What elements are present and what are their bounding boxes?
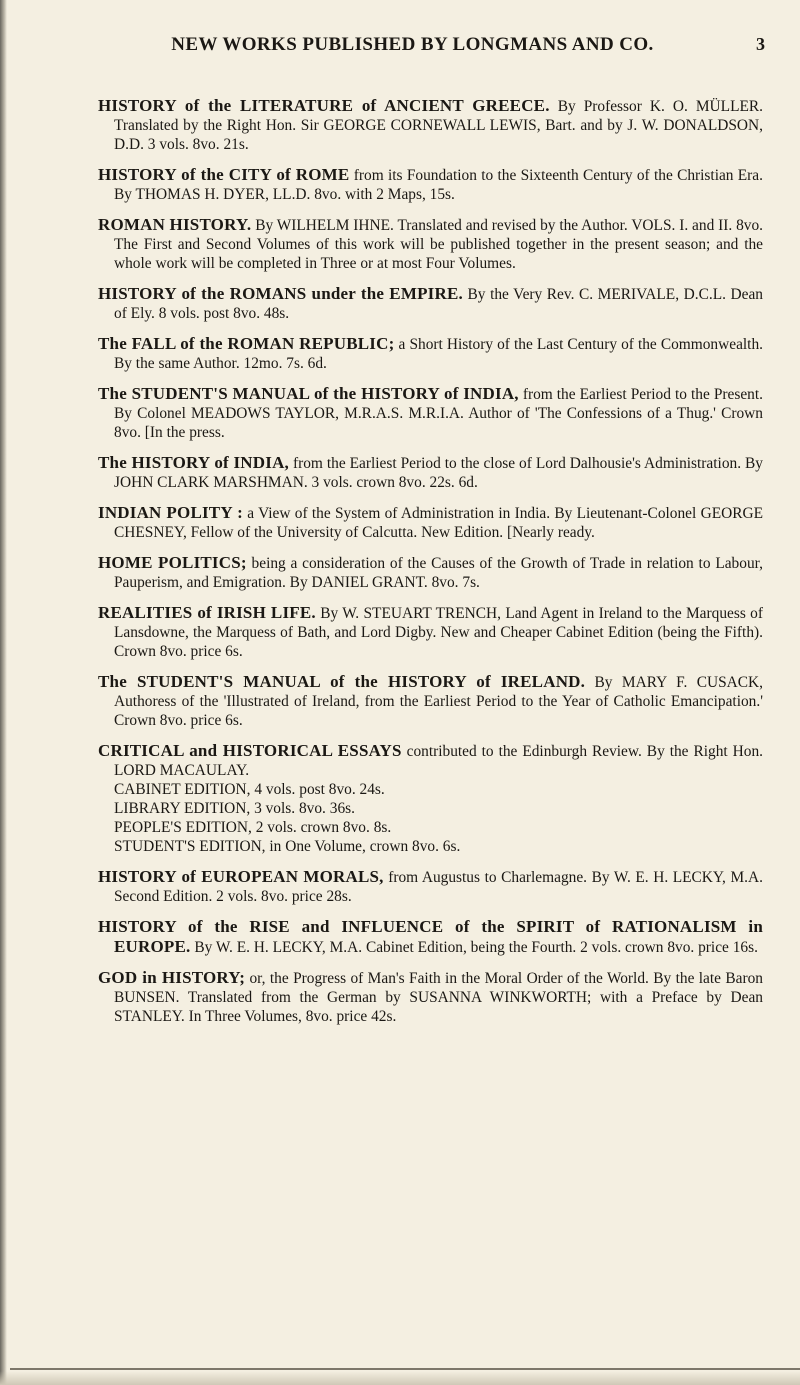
book-entry — [98, 453, 763, 492]
book-entry — [98, 603, 763, 661]
running-head — [60, 34, 765, 58]
entry-heading: The FALL of the ROMAN REPUBLIC; — [98, 334, 395, 353]
entry-description: By MARY F. CUSACK, Authoress of the 'Illustrated of Ireland, from the Earliest Period to the Year of Catholic Emancipation.' Crown 8vo. price 6s. — [114, 674, 764, 729]
entry-description: from the Earliest Period to the close of Lord Dalhousie's Administration. By JOHN CLARK MARSHMAN. 3 vols. crown 8vo. 22s. 6d. — [114, 455, 763, 491]
edition-line: CABINET EDITION, 4 vols. post 8vo. 24s. — [114, 781, 385, 798]
entry-description: contributed to the Edinburgh Review. By the Right Hon. LORD MACAULAY. — [114, 743, 763, 779]
entry-description: By W. STEUART TRENCH, Land Agent in Ireland to the Marquess of Lansdowne, the Marquess of Bath, and Lord Digby. New and Cheaper Cabinet Edition (being the Fifth). Crown 8vo. price 6s. — [114, 605, 763, 660]
page-number: 3 — [756, 34, 765, 54]
entry-heading: ROMAN HISTORY. — [98, 215, 252, 234]
page-bottom-rule — [10, 1368, 800, 1370]
entry-description: a View of the System of Administration in India. By Lieutenant-Colonel GEORGE CHESNEY, Fellow of the University of Calcutta. New Edition. [Nearly ready. — [114, 505, 763, 541]
entry-description: being a consideration of the Causes of the Growth of Trade in relation to Labour, Pauperism, and Emigration. By DANIEL GRANT. 8vo. 7s. — [114, 555, 763, 591]
edition-line: LIBRARY EDITION, 3 vols. 8vo. 36s. — [114, 800, 355, 817]
book-entry — [98, 867, 763, 906]
scan-edge-shadow — [0, 0, 7, 1385]
scan-bottom-shadow — [0, 1371, 800, 1385]
entry-heading: HISTORY of the CITY of ROME — [98, 165, 350, 184]
entry-description: By the Very Rev. C. MERIVALE, D.C.L. Dean of Ely. 8 vols. post 8vo. 48s. — [114, 286, 763, 322]
edition-line: STUDENT'S EDITION, in One Volume, crown 8vo. 6s. — [114, 838, 461, 855]
entry-heading: The STUDENT'S MANUAL of the HISTORY of IRELAND. — [98, 672, 586, 691]
book-entry — [98, 96, 763, 154]
book-entry — [98, 334, 763, 373]
book-entry — [98, 215, 763, 273]
entry-description: from Augustus to Charlemagne. By W. E. H. LECKY, M.A. Second Edition. 2 vols. 8vo. price 28s. — [114, 869, 763, 905]
book-entry — [98, 503, 763, 542]
entry-description: from the Earliest Period to the Present. By Colonel MEADOWS TAYLOR, M.R.A.S. M.R.I.A. Author of 'The Confessions of a Thug.' Crown 8vo. [In the press. — [114, 386, 763, 441]
book-entry — [98, 968, 763, 1026]
entry-heading: HISTORY of the ROMANS under the EMPIRE. — [98, 284, 463, 303]
entry-heading: HISTORY of the RISE and INFLUENCE of the SPIRIT of RATIONALISM in EUROPE. — [98, 917, 763, 956]
entry-heading: The STUDENT'S MANUAL of the HISTORY of INDIA, — [98, 384, 519, 403]
book-entry — [98, 165, 763, 204]
entry-heading: The HISTORY of INDIA, — [98, 453, 289, 472]
entry-description: from its Foundation to the Sixteenth Century of the Christian Era. By THOMAS H. DYER, LL.D. 8vo. with 2 Maps, 15s. — [114, 167, 763, 203]
book-entry — [98, 672, 763, 730]
entry-heading: INDIAN POLITY : — [98, 503, 243, 522]
entry-heading: REALITIES of IRISH LIFE. — [98, 603, 316, 622]
entry-description: By WILHELM IHNE. Translated and revised by the Author. VOLS. I. and II. 8vo. The First and Second Volumes of this work will be published together in the present season; and the whole work will be completed in Three or at most Four Volumes. — [114, 217, 763, 272]
book-entry — [98, 741, 763, 856]
entry-heading: HISTORY of the LITERATURE of ANCIENT GREECE. — [98, 96, 550, 115]
entry-heading: CRITICAL and HISTORICAL ESSAYS — [98, 741, 402, 760]
entry-description: a Short History of the Last Century of the Commonwealth. By the same Author. 12mo. 7s. 6d. — [114, 336, 764, 372]
book-entry — [98, 284, 763, 323]
book-entry — [98, 917, 763, 957]
edition-line: PEOPLE'S EDITION, 2 vols. crown 8vo. 8s. — [114, 819, 392, 836]
entry-heading: HOME POLITICS; — [98, 553, 247, 572]
entry-description: By W. E. H. LECKY, M.A. Cabinet Edition, being the Fourth. 2 vols. crown 8vo. price 16s. — [194, 939, 758, 956]
entry-heading: GOD in HISTORY; — [98, 968, 246, 987]
entry-description: By Professor K. O. MÜLLER. Translated by the Right Hon. Sir GEORGE CORNEWALL LEWIS, Bart. and by J. W. DONALDSON, D.D. 3 vols. 8vo. 21s. — [114, 98, 763, 153]
book-entry — [98, 384, 763, 442]
entry-heading: HISTORY of EUROPEAN MORALS, — [98, 867, 384, 886]
book-entry — [98, 553, 763, 592]
entry-description: or, the Progress of Man's Faith in the Moral Order of the World. By the late Baron BUNSEN. Translated from the German by SUSANNA WINKWORTH; with a Preface by Dean STANLEY. In Three Volumes, 8vo. price 42s. — [114, 970, 763, 1025]
running-title: NEW WORKS PUBLISHED BY LONGMANS AND CO. — [171, 34, 654, 55]
book-list — [98, 96, 763, 1037]
